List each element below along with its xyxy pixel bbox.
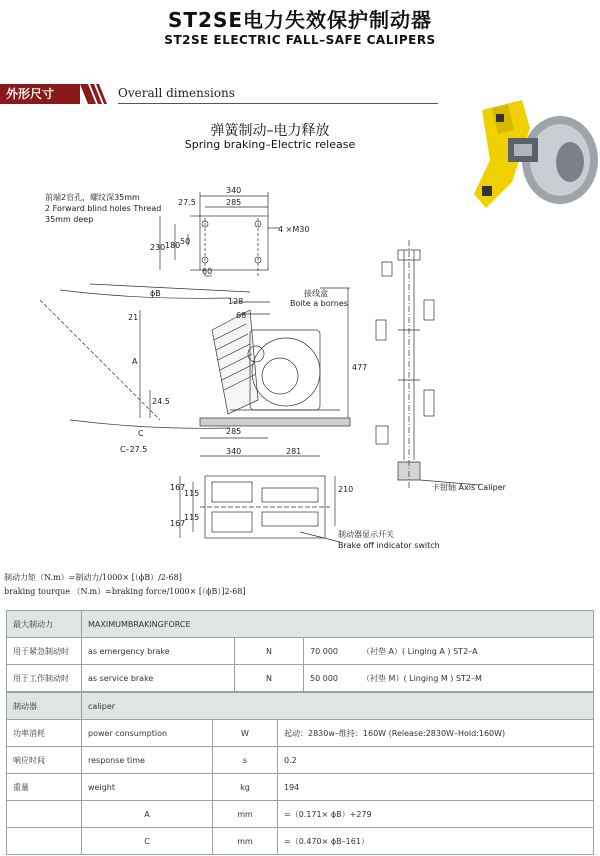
section-slash-decoration <box>80 84 108 104</box>
table1-row1-note: （衬垫 A）( Linging A ) ST2–A <box>356 638 594 665</box>
table-row <box>7 801 594 828</box>
dim-60: 60 <box>202 267 213 276</box>
table-row <box>7 774 594 801</box>
table2-row2-en: response time <box>82 747 213 774</box>
dim-285-bottom: 285 <box>226 427 242 436</box>
table-row <box>7 665 594 692</box>
table2-row4-unit: mm <box>213 801 278 828</box>
dim-180: 180 <box>165 241 181 250</box>
dim-210: 210 <box>338 485 354 494</box>
table2-row2-value: 0.2 <box>278 747 594 774</box>
table2-row3-cn: 重量 <box>7 774 82 801</box>
bolt-label: 4 ×M30 <box>278 225 310 234</box>
table2-row4-en: A <box>82 801 213 828</box>
dim-50: 50 <box>180 237 191 246</box>
max-braking-force-table <box>6 610 594 692</box>
table1-row1-unit: N <box>235 638 304 665</box>
dim-c-27-5: C–27.5 <box>120 445 148 454</box>
dim-477: 477 <box>352 363 368 372</box>
dim-128: 128 <box>228 297 244 306</box>
table1-header-row <box>7 611 594 638</box>
table2-row5-cn <box>7 828 82 855</box>
table2-row3-unit: kg <box>213 774 278 801</box>
section-label: 外形尺寸 <box>0 84 80 104</box>
table2-row4-cn <box>7 801 82 828</box>
axis-caliper-label: 卡钳轴 Axis Caliper <box>432 483 506 492</box>
page-subtitle: ST2SE ELECTRIC FALL–SAFE CALIPERS <box>164 33 436 47</box>
table-row <box>7 720 594 747</box>
terminal-box-cn: 接线盒 <box>304 289 328 298</box>
hole-note-en-1: 2 Forward blind holes Thread <box>45 204 162 213</box>
table2-row3-en: weight <box>82 774 213 801</box>
table2-row1-cn: 功率消耗 <box>7 720 82 747</box>
caliper-spec-table <box>6 692 594 855</box>
table1-row2-unit: N <box>235 665 304 692</box>
dimension-drawing <box>0 180 600 560</box>
dim-115-top: 115 <box>184 489 200 498</box>
table-row <box>7 828 594 855</box>
table-row <box>7 747 594 774</box>
dim-340-top: 340 <box>226 186 242 195</box>
hole-note-en-2: 35mm deep <box>45 215 94 224</box>
table2-row1-value: 起动：2830w–维持：160W (Release:2830W–Hold:160W) <box>278 720 594 747</box>
table2-row5-value: =（0.470× ϕB–161） <box>278 828 594 855</box>
switch-label-cn: 制动器显示开关 <box>338 530 394 539</box>
diagram-title: 弹簧制动–电力释放 <box>210 123 330 139</box>
switch-label-en: Brake off indicator switch <box>338 541 440 550</box>
formula-en: braking tourque （N.m）=braking force/1000× [（ϕB）]2-68] <box>4 587 246 596</box>
section-label-en: Overall dimensions <box>118 86 235 100</box>
table1-header-en: MAXIMUMBRAKINGFORCE <box>82 611 594 638</box>
terminal-box-en: Boite a bornes <box>290 299 348 308</box>
dim-167-top: 167 <box>170 483 186 492</box>
table2-row1-unit: W <box>213 720 278 747</box>
table1-row2-value: 50 000 <box>304 665 357 692</box>
table2-header-en: caliper <box>82 693 594 720</box>
table2-row2-unit: s <box>213 747 278 774</box>
dim-c: C <box>138 429 144 438</box>
page-title: ST2SE电力失效保护制动器 <box>167 8 433 32</box>
table2-header-row <box>7 693 594 720</box>
dim-phi-b: ϕB <box>150 289 161 298</box>
dim-340-bottom: 340 <box>226 447 242 456</box>
dim-167-bottom: 167 <box>170 519 186 528</box>
table1-row2-en: as service brake <box>82 665 235 692</box>
table1-row2-cn: 用于工作制动时 <box>7 665 82 692</box>
dim-285-top: 285 <box>226 198 242 207</box>
table1-row1-cn: 用于紧急制动时 <box>7 638 82 665</box>
diagram-subtitle: Spring braking–Electric release <box>184 138 356 151</box>
dim-24-5: 24.5 <box>152 397 170 406</box>
table2-row4-value: =（0.171× ϕB）+279 <box>278 801 594 828</box>
dim-21: 21 <box>128 313 139 322</box>
table1-row2-note: （衬垫 M）( Linging M ) ST2–M <box>356 665 594 692</box>
dim-281: 281 <box>286 447 302 456</box>
table2-row1-en: power consumption <box>82 720 213 747</box>
table2-row5-en: C <box>82 828 213 855</box>
table1-header-cn: 最大制动力 <box>7 611 82 638</box>
table2-row2-cn: 响应时间 <box>7 747 82 774</box>
dim-230: 230 <box>150 243 166 252</box>
dim-27-5: 27.5 <box>178 198 196 207</box>
table1-row1-value: 70 000 <box>304 638 357 665</box>
dim-68: 68 <box>236 311 247 320</box>
hole-note-cn: 前端2盲孔，螺纹深35mm <box>45 193 140 202</box>
formula-cn: 制动力矩（N.m）=制动力/1000× [（ϕB）/2-68] <box>4 573 182 582</box>
table2-header-cn: 制动器 <box>7 693 82 720</box>
table2-row5-unit: mm <box>213 828 278 855</box>
dim-a: A <box>132 357 138 366</box>
table-row <box>7 638 594 665</box>
table1-row1-en: as emergency brake <box>82 638 235 665</box>
table2-row3-value: 194 <box>278 774 594 801</box>
dim-115-bottom: 115 <box>184 513 200 522</box>
section-underline <box>118 103 438 104</box>
